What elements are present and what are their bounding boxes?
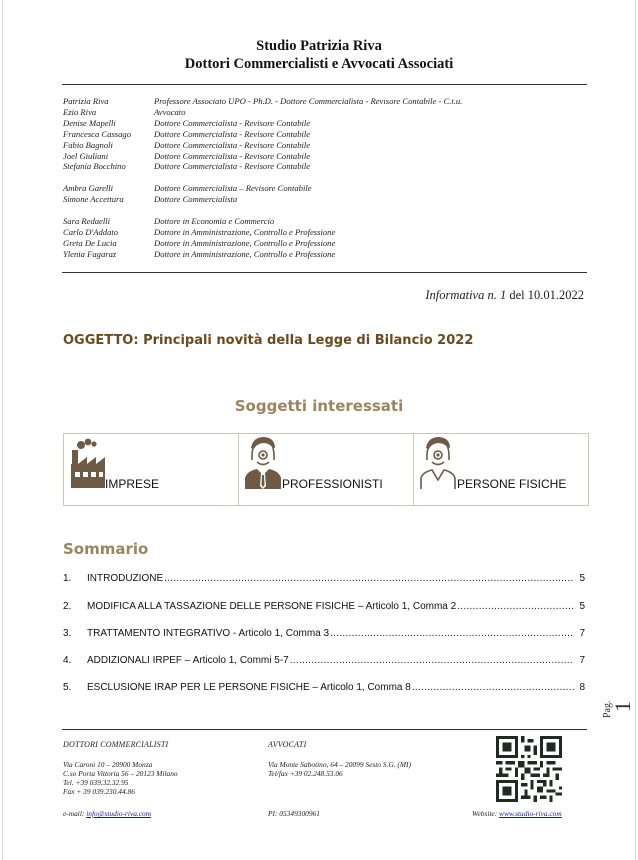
staff-title: Dottore Commercialista - Revisore Contabile bbox=[154, 117, 311, 128]
staff-title: Dottore Commercialista - Revisore Contabile bbox=[154, 139, 311, 150]
staff-list bbox=[63, 96, 462, 260]
informativa-number: Informativa n. 1 bbox=[425, 288, 507, 302]
toc-leader bbox=[412, 682, 574, 693]
toc-title: ADDIZIONALI IRPEF – Articolo 1, Commi 5-7 bbox=[87, 655, 289, 666]
toc-number: 4. bbox=[63, 655, 72, 666]
page-marker-number: 1 bbox=[610, 701, 635, 712]
soggetti-heading: Soggetti interessati bbox=[234, 397, 404, 415]
footer-pi: PI: 05349300961 bbox=[268, 809, 320, 818]
footer-email bbox=[63, 809, 151, 818]
footer-address: C.so Porta Vittoria 56 – 20123 Milano bbox=[63, 769, 178, 778]
staff-row bbox=[63, 96, 462, 107]
staff-title: Avvocato bbox=[154, 106, 186, 117]
staff-rule bbox=[62, 272, 587, 273]
staff-title: Dottore Commercialista bbox=[154, 194, 238, 205]
toc-page: 7 bbox=[579, 655, 585, 666]
staff-row bbox=[63, 249, 462, 260]
staff-row bbox=[63, 216, 462, 227]
soggetto-label: PROFESSIONISTI bbox=[282, 477, 383, 491]
footer-address: Via Caroni 10 – 20900 Monza bbox=[63, 760, 153, 769]
oggetto-title: OGGETTO: Principali novità della Legge di Bilancio 2022 bbox=[63, 333, 474, 348]
staff-title: Dottore Commercialista - Revisore Contabile bbox=[154, 150, 311, 161]
factory-icon bbox=[68, 434, 110, 490]
page-marker-label: Pag. bbox=[602, 700, 613, 718]
informativa-date: del 10.01.2022 bbox=[506, 288, 584, 302]
soggetto-professionisti bbox=[238, 434, 413, 505]
toc-page: 5 bbox=[579, 573, 585, 584]
staff-name: Greta De Lucia bbox=[63, 237, 117, 248]
footer-rule bbox=[62, 729, 587, 730]
staff-row bbox=[63, 140, 462, 151]
page-edge-right bbox=[635, 0, 636, 860]
footer-fax: Fax + 39 039.230.44.86 bbox=[63, 787, 135, 796]
staff-row bbox=[63, 151, 462, 162]
footer-website bbox=[472, 809, 562, 818]
staff-name: Patrizia Riva bbox=[63, 96, 109, 106]
staff-row bbox=[63, 107, 462, 118]
soggetti-box bbox=[63, 433, 589, 506]
studio-subtitle: Dottori Commercialisti e Avvocati Associati bbox=[184, 56, 454, 72]
toc-entry[interactable] bbox=[63, 573, 585, 584]
toc-leader bbox=[457, 601, 574, 612]
staff-name: Simone Accettura bbox=[63, 194, 124, 205]
staff-row bbox=[63, 238, 462, 249]
staff-row bbox=[63, 227, 462, 238]
staff-title: Dottore in Amministrazione, Controllo e Professione bbox=[154, 248, 336, 259]
staff-row bbox=[63, 129, 462, 140]
sommario-heading: Sommario bbox=[63, 540, 149, 558]
professional-icon bbox=[243, 434, 283, 490]
toc-entry[interactable] bbox=[63, 601, 585, 612]
toc-page: 5 bbox=[579, 601, 585, 612]
staff-name: Fabio Bagnoli bbox=[63, 139, 113, 150]
informativa-line bbox=[425, 288, 584, 303]
footer-address: Via Monte Sabotino, 64 – 20099 Sesto S.G. (MI) bbox=[268, 760, 411, 769]
toc-title: MODIFICA ALLA TASSAZIONE DELLE PERSONE FISICHE – Articolo 1, Comma 2 bbox=[87, 601, 457, 612]
soggetto-label: IMPRESE bbox=[105, 477, 160, 491]
staff-name: Joel Giuliani bbox=[63, 150, 109, 161]
staff-title: Dottore Commercialista - Revisore Contabile bbox=[154, 128, 311, 139]
footer-dottori-heading: DOTTORI COMMERCIALISTI bbox=[63, 740, 169, 749]
footer-phone: Tel/fax +39 02.248.53.06 bbox=[268, 769, 343, 778]
staff-row bbox=[63, 183, 462, 194]
staff-row bbox=[63, 194, 462, 205]
footer-avvocati-heading: AVVOCATI bbox=[268, 740, 307, 749]
soggetto-imprese bbox=[64, 434, 238, 505]
staff-title: Dottore in Amministrazione, Controllo e Professione bbox=[154, 237, 336, 248]
staff-name: Francesca Cassago bbox=[63, 128, 132, 139]
toc-number: 3. bbox=[63, 628, 72, 639]
toc-entry[interactable] bbox=[63, 628, 585, 639]
soggetto-label: PERSONE FISICHE bbox=[457, 477, 567, 491]
website-link[interactable]: www.studio-riva.com bbox=[499, 809, 562, 818]
toc-leader bbox=[164, 573, 574, 584]
toc-title: ESCLUSIONE IRAP PER LE PERSONE FISICHE – Articolo 1, Comma 8 bbox=[87, 682, 411, 693]
staff-name: Carlo D'Addato bbox=[63, 227, 119, 238]
toc-number: 1. bbox=[63, 573, 72, 584]
toc-title: INTRODUZIONE bbox=[87, 573, 164, 584]
staff-name: Ezio Riva bbox=[63, 106, 97, 117]
soggetto-persone-fisiche bbox=[413, 434, 588, 505]
toc-leader bbox=[330, 628, 574, 639]
toc-entry[interactable] bbox=[63, 682, 585, 693]
staff-row bbox=[63, 118, 462, 129]
toc-title: TRATTAMENTO INTEGRATIVO - Articolo 1, Comma 3 bbox=[87, 628, 330, 639]
footer-email-label: e-mail: bbox=[63, 809, 87, 818]
staff-title: Dottore in Economia e Commercio bbox=[154, 216, 275, 227]
toc-page: 8 bbox=[579, 682, 585, 693]
toc-page: 7 bbox=[579, 628, 585, 639]
staff-title: Dottore Commercialista - Revisore Contabile bbox=[154, 161, 311, 172]
footer-dottori bbox=[63, 740, 178, 796]
page-marker bbox=[600, 682, 635, 718]
staff-title: Dottore in Amministrazione, Controllo e Professione bbox=[154, 227, 336, 238]
person-icon bbox=[418, 434, 458, 490]
staff-name: Ylenia Fagaraz bbox=[63, 248, 117, 259]
studio-name: Studio Patrizia Riva bbox=[256, 38, 382, 54]
staff-title: Dottore Commercialista – Revisore Contabile bbox=[154, 183, 312, 194]
toc-entry[interactable] bbox=[63, 655, 585, 666]
qr-code-icon[interactable] bbox=[496, 736, 562, 802]
staff-title: Professore Associato UPO - Ph.D. - Dottore Commercialista - Revisore Contabile - C.t.u. bbox=[154, 96, 463, 106]
staff-name: Denise Mapelli bbox=[63, 117, 116, 128]
toc-number: 5. bbox=[63, 682, 72, 693]
page-edge-left bbox=[2, 0, 3, 860]
header-rule bbox=[62, 84, 587, 85]
footer-phone: Tel. +39 039.32.32.95 bbox=[63, 778, 129, 787]
email-link[interactable]: info@studio-riva.com bbox=[86, 809, 152, 818]
staff-name: Sara Redaelli bbox=[63, 216, 111, 227]
staff-name: Stefania Bocchino bbox=[63, 161, 126, 172]
staff-name: Ambra Garelli bbox=[63, 183, 114, 194]
footer-website-label: Website: bbox=[472, 809, 500, 818]
footer-avvocati bbox=[268, 740, 411, 778]
toc-leader bbox=[290, 655, 574, 666]
staff-row bbox=[63, 161, 462, 172]
toc-number: 2. bbox=[63, 601, 72, 612]
